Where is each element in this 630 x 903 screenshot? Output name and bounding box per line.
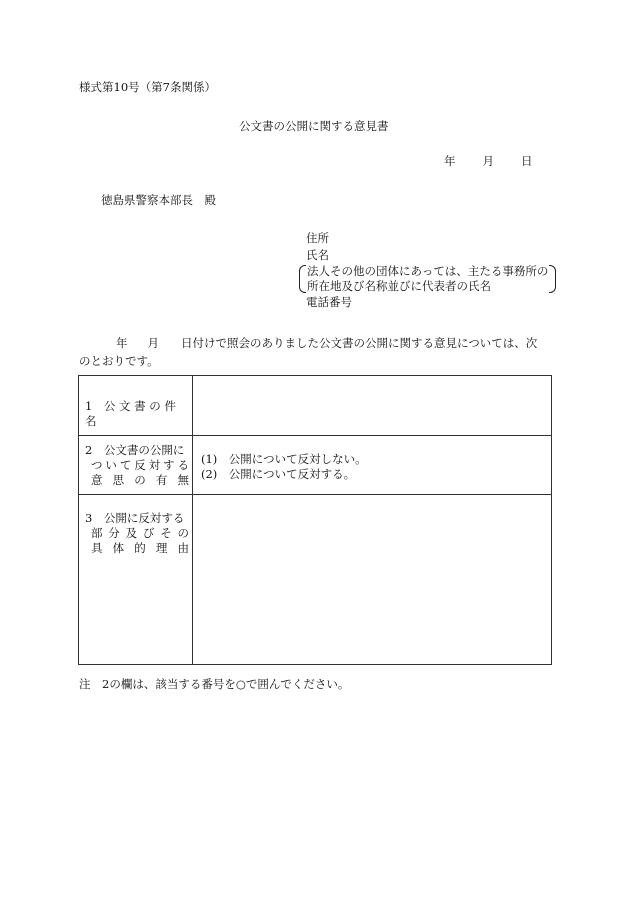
date-day-label: 日: [521, 154, 533, 168]
organization-note-line1: 法人その他の団体にあっては、主たる事務所の: [307, 264, 549, 278]
addressee: 徳島県警察本部長 殿: [101, 193, 216, 207]
row3-char: の: [177, 526, 189, 540]
row2-char: い: [105, 458, 117, 472]
row2-label-line1: 公文書の公開に: [103, 443, 185, 457]
row1-label: [85, 399, 189, 429]
option-not-opposed[interactable]: [201, 452, 367, 467]
row3-char: 的: [134, 541, 146, 555]
row3-char: 分: [108, 526, 120, 540]
organization-note-line2: 所在地及び名称並びに代表者の氏名: [307, 279, 491, 293]
row2-char: 意: [91, 473, 103, 487]
opinion-options: [201, 452, 367, 482]
row2-char: つ: [91, 458, 103, 472]
body-month: 月: [147, 336, 159, 350]
table-column-divider: [192, 376, 193, 664]
body-paragraph: [79, 334, 553, 370]
date-year-label: 年: [444, 154, 456, 168]
table-row-divider: [79, 435, 551, 436]
row1-title: 公 文 書 の 件 名: [85, 399, 176, 428]
reason-field[interactable]: [201, 495, 541, 665]
option1-text: 公開について反対しない。: [228, 452, 367, 466]
option2-number: (2): [201, 467, 218, 481]
row3-char: 部: [91, 526, 103, 540]
body-line2: のとおりです。: [79, 354, 159, 368]
date-line: [444, 154, 533, 169]
organization-note: [300, 264, 555, 294]
row3-number: 3: [85, 511, 93, 525]
row2-char: す: [163, 458, 175, 472]
row3-char: 体: [112, 541, 125, 555]
body-year: 年: [116, 336, 128, 350]
form-number: 様式第10号（第7条関係）: [79, 80, 216, 94]
row2-label-line2: [85, 458, 189, 473]
row3-char: 由: [177, 541, 189, 555]
name-label: 氏名: [306, 248, 329, 262]
row3-char: び: [142, 526, 155, 540]
body-line1: 日付けで照会のありました公文書の公開に関する意見については、次: [181, 336, 538, 350]
row2-char: 対: [148, 458, 161, 472]
row2-label-line3: [85, 473, 189, 488]
row2-label: [85, 443, 189, 488]
phone-label: 電話番号: [306, 295, 352, 309]
sender-block: [306, 230, 555, 311]
date-month-label: 月: [482, 154, 494, 168]
row3-label: [85, 511, 189, 556]
row2-char: 無: [177, 473, 189, 487]
row2-char: の: [134, 473, 146, 487]
document-title: 公文書の公開に関する意見書: [239, 119, 389, 133]
row1-number: 1: [85, 399, 93, 413]
row2-char: て: [119, 458, 132, 472]
row2-char: 有: [155, 473, 168, 487]
row2-number: 2: [85, 443, 93, 457]
option1-number: (1): [201, 452, 218, 466]
row3-char: 具: [91, 541, 103, 555]
footnote: 注 2の欄は、該当する番号を○で囲んでください。: [79, 677, 350, 691]
subject-field[interactable]: [201, 376, 541, 435]
row3-label-line3: [85, 541, 189, 556]
row3-char: 及: [125, 526, 138, 540]
row3-label-line2: [85, 526, 189, 541]
row2-char: る: [177, 458, 189, 472]
row2-char: 反: [134, 458, 146, 472]
row3-label-line1: 公開に反対する: [103, 511, 185, 525]
row3-char: 理: [155, 541, 168, 555]
option2-text: 公開について反対する。: [228, 467, 356, 481]
option-opposed[interactable]: [201, 467, 367, 482]
opinion-table: [78, 375, 552, 665]
address-label: 住所: [306, 231, 329, 245]
row2-char: 思: [112, 473, 125, 487]
row3-char: そ: [160, 526, 172, 540]
